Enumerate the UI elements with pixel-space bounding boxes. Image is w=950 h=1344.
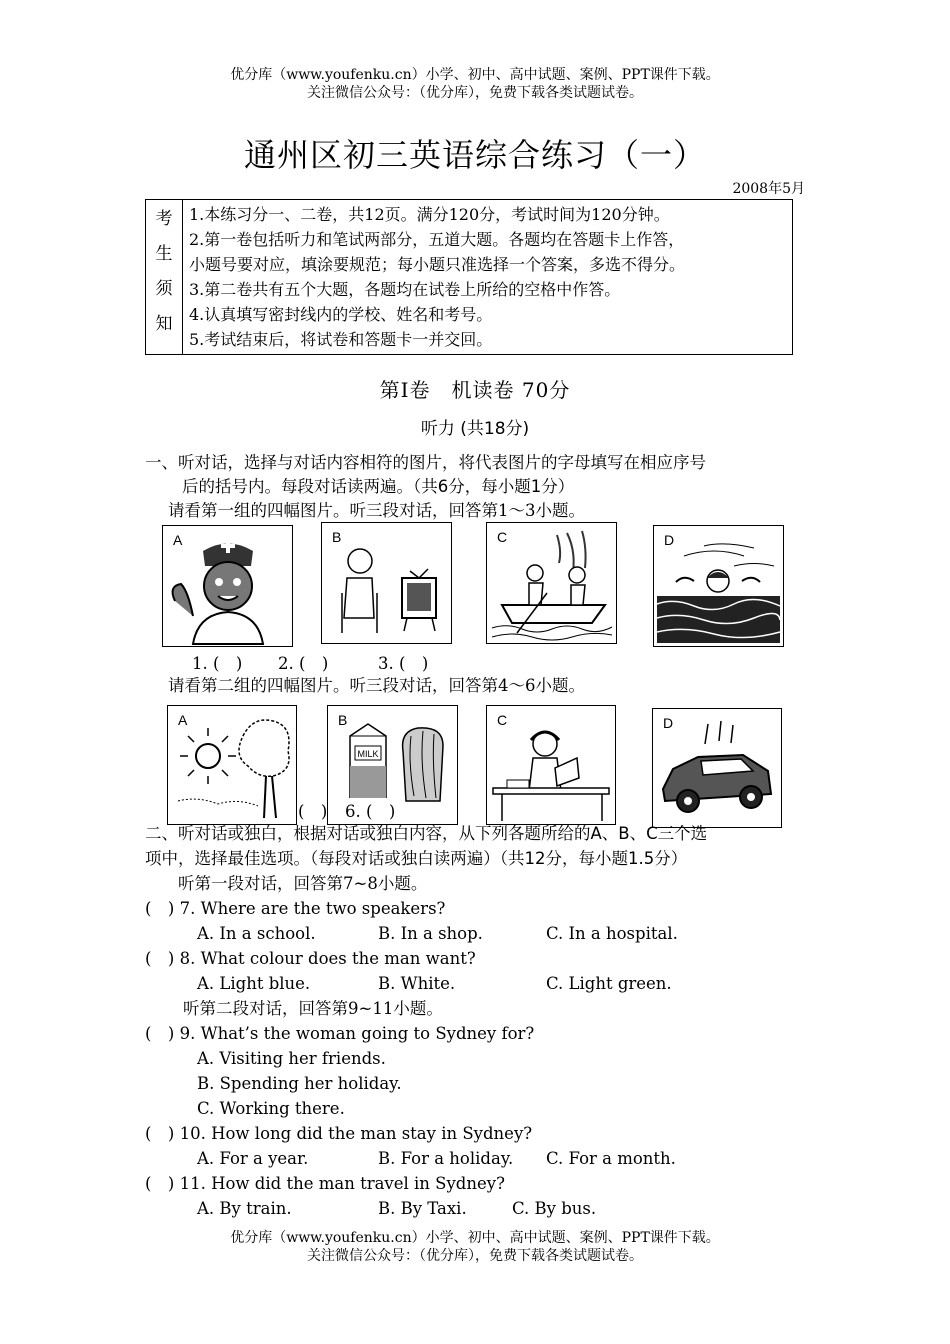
notice-content: [183, 200, 793, 355]
section-title: 第Ⅰ卷 机读卷 70分: [379, 378, 571, 402]
notice-item: 4.认真填写密封线内的学校、姓名和考号。: [189, 305, 493, 324]
picture-swim: [653, 525, 784, 647]
part2-heading-2: 项中，选择最佳选项。（每段对话或独白读两遍）（共12分，每小题1.5分）: [145, 849, 688, 868]
picture-label: A: [178, 712, 188, 728]
footer-line-2: 关注微信公众号：（优分库），免费下载各类试题试卷。: [307, 1248, 643, 1264]
q7-option-b[interactable]: B. In a shop.: [378, 924, 483, 943]
picture-tv: [321, 522, 452, 644]
group2-intro: 请看第二组的四幅图片。听三段对话，回答第4～6小题。: [168, 676, 585, 695]
q10-option-a[interactable]: A. For a year.: [197, 1149, 309, 1168]
header-line-1: 优分库（www.youfenku.cn）小学、初中、高中试题、案例、PPT课件下载。: [230, 67, 720, 83]
question-8: ( ) 8. What colour does the man want?: [145, 949, 476, 968]
question-11: ( ) 11. How did the man travel in Sydney?: [145, 1174, 505, 1193]
question-7: ( ) 7. Where are the two speakers?: [145, 899, 446, 918]
answer-blank-5[interactable]: ( ): [298, 798, 327, 822]
page-title: 通州区初三英语综合练习（一）: [243, 136, 706, 174]
picture-label: D: [663, 715, 674, 731]
exam-date: 2008年5月: [732, 181, 805, 197]
notice-label-char: 生: [155, 244, 173, 264]
notice-label-char: 考: [155, 209, 173, 229]
notice-item: 5.考试结束后，将试卷和答题卡一并交回。: [189, 330, 493, 349]
picture-sun-tree: [167, 705, 297, 825]
picture-label: B: [338, 712, 348, 728]
picture-label: C: [497, 712, 508, 728]
answer-blank-6[interactable]: 6. ( ): [345, 798, 395, 822]
boy-watching-tv-icon: [322, 523, 451, 643]
question-9: ( ) 9. What’s the woman going to Sydney for?: [145, 1024, 535, 1043]
notice-table: [145, 199, 793, 355]
part1-heading-1: 一、听对话，选择与对话内容相符的图片，将代表图片的字母填写在相应序号: [145, 453, 706, 472]
notice-item: 2.第一卷包括听力和笔试两部分，五道大题。各题均在答题卡上作答，: [189, 230, 685, 249]
dialogue-2-intro: 听第二段对话，回答第9~11小题。: [183, 999, 443, 1018]
notice-item: 3.第二卷共有五个大题，各题均在试卷上所给的空格中作答。: [189, 280, 621, 299]
notice-label-char: 知: [155, 314, 173, 334]
picture-nurse: [162, 525, 293, 647]
answer-blank-3[interactable]: 3. ( ): [378, 654, 429, 673]
q8-option-c[interactable]: C. Light green.: [546, 974, 672, 993]
picture-reading: [486, 705, 616, 825]
picture-label: C: [497, 529, 508, 545]
part2-heading-1: 二、听对话或独白，根据对话或独白内容，从下列各题所给的A、B、C三个选: [145, 824, 708, 843]
q9-option-c[interactable]: C. Working there.: [197, 1099, 345, 1118]
q9-option-b[interactable]: B. Spending her holiday.: [197, 1074, 402, 1093]
notice-label-char: 须: [155, 279, 173, 299]
q8-option-a[interactable]: A. Light blue.: [197, 974, 311, 993]
dialogue-1-intro: 听第一段对话，回答第7~8小题。: [178, 874, 428, 893]
notice-item: 小题号要对应，填涂要规范；每小题只准选择一个答案，多选不得分。: [189, 255, 686, 274]
q11-option-b[interactable]: B. By Taxi.: [378, 1199, 467, 1218]
header-line-2: 关注微信公众号：（优分库），免费下载各类试题试卷。: [307, 85, 643, 101]
milk-carton-label: MILK: [357, 749, 379, 759]
q11-option-a[interactable]: A. By train.: [197, 1199, 292, 1218]
answer-blank-2[interactable]: 2. ( ): [278, 654, 329, 673]
question-10: ( ) 10. How long did the man stay in Sydney?: [145, 1124, 533, 1143]
picture-label: A: [173, 532, 183, 548]
picture-label: B: [332, 529, 342, 545]
part1-heading-2: 后的括号内。每段对话读两遍。（共6分，每小题1分）: [182, 477, 575, 496]
q11-option-c[interactable]: C. By bus.: [512, 1199, 597, 1218]
answer-blank-1[interactable]: 1. ( ): [192, 654, 243, 673]
nurse-drawing-icon: [163, 526, 292, 646]
picture-car: [652, 708, 782, 828]
notice-label: [146, 200, 183, 355]
q8-option-b[interactable]: B. White.: [378, 974, 456, 993]
q10-option-c[interactable]: C. For a month.: [546, 1149, 676, 1168]
q7-option-c[interactable]: C. In a hospital.: [546, 924, 678, 943]
q9-option-a[interactable]: A. Visiting her friends.: [197, 1049, 386, 1068]
picture-label: D: [664, 532, 675, 548]
listening-title: 听力 (共18分): [420, 419, 530, 439]
q7-option-a[interactable]: A. In a school.: [197, 924, 316, 943]
notice-item: 1.本练习分一、二卷，共12页。满分120分，考试时间为120分钟。: [189, 205, 670, 224]
q10-option-b[interactable]: B. For a holiday.: [378, 1149, 514, 1168]
picture-boat: [486, 522, 617, 644]
footer-line-1: 优分库（www.youfenku.cn）小学、初中、高中试题、案例、PPT课件下载。: [230, 1230, 720, 1246]
group1-intro: 请看第一组的四幅图片。听三段对话，回答第1～3小题。: [168, 501, 585, 520]
